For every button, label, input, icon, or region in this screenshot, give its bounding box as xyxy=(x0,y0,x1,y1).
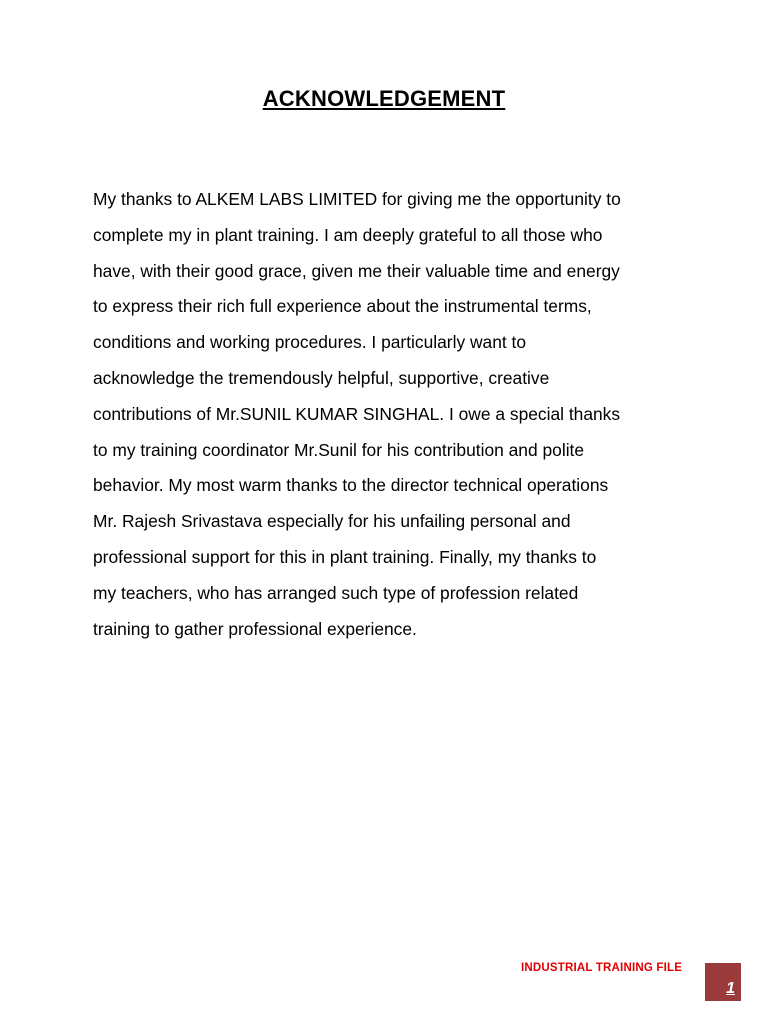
paragraph-line: have, with their good grace, given me their valuable time and energy xyxy=(93,260,620,281)
page-title: ACKNOWLEDGEMENT xyxy=(262,86,506,111)
page-number-badge xyxy=(705,963,741,1001)
paragraph-line: my teachers, who has arranged such type of profession related xyxy=(93,582,579,603)
paragraph-line: contributions of Mr.SUNIL KUMAR SINGHAL. I owe a special thanks xyxy=(93,403,621,424)
paragraph-line: to my training coordinator Mr.Sunil for his contribution and polite xyxy=(93,439,585,460)
paragraph-line: to express their rich full experience about the instrumental terms, xyxy=(93,296,592,317)
acknowledgement-paragraph xyxy=(93,182,689,647)
paragraph-line: behavior. My most warm thanks to the director technical operations xyxy=(93,475,609,496)
paragraph-line: Mr. Rajesh Srivastava especially for his unfailing personal and xyxy=(93,511,571,532)
paragraph-line: My thanks to ALKEM LABS LIMITED for giving me the opportunity to xyxy=(93,189,621,209)
footer-label: INDUSTRIAL TRAINING FILE xyxy=(521,962,683,974)
paragraph-line: complete my in plant training. I am deeply grateful to all those who xyxy=(93,224,603,245)
paragraph-line: acknowledge the tremendously helpful, supportive, creative xyxy=(93,367,550,388)
page-number: 1 xyxy=(726,980,735,997)
paragraph-line: professional support for this in plant training. Finally, my thanks to xyxy=(93,546,597,567)
paragraph-line: training to gather professional experience. xyxy=(93,618,417,639)
paragraph-line: conditions and working procedures. I particularly want to xyxy=(93,332,527,353)
